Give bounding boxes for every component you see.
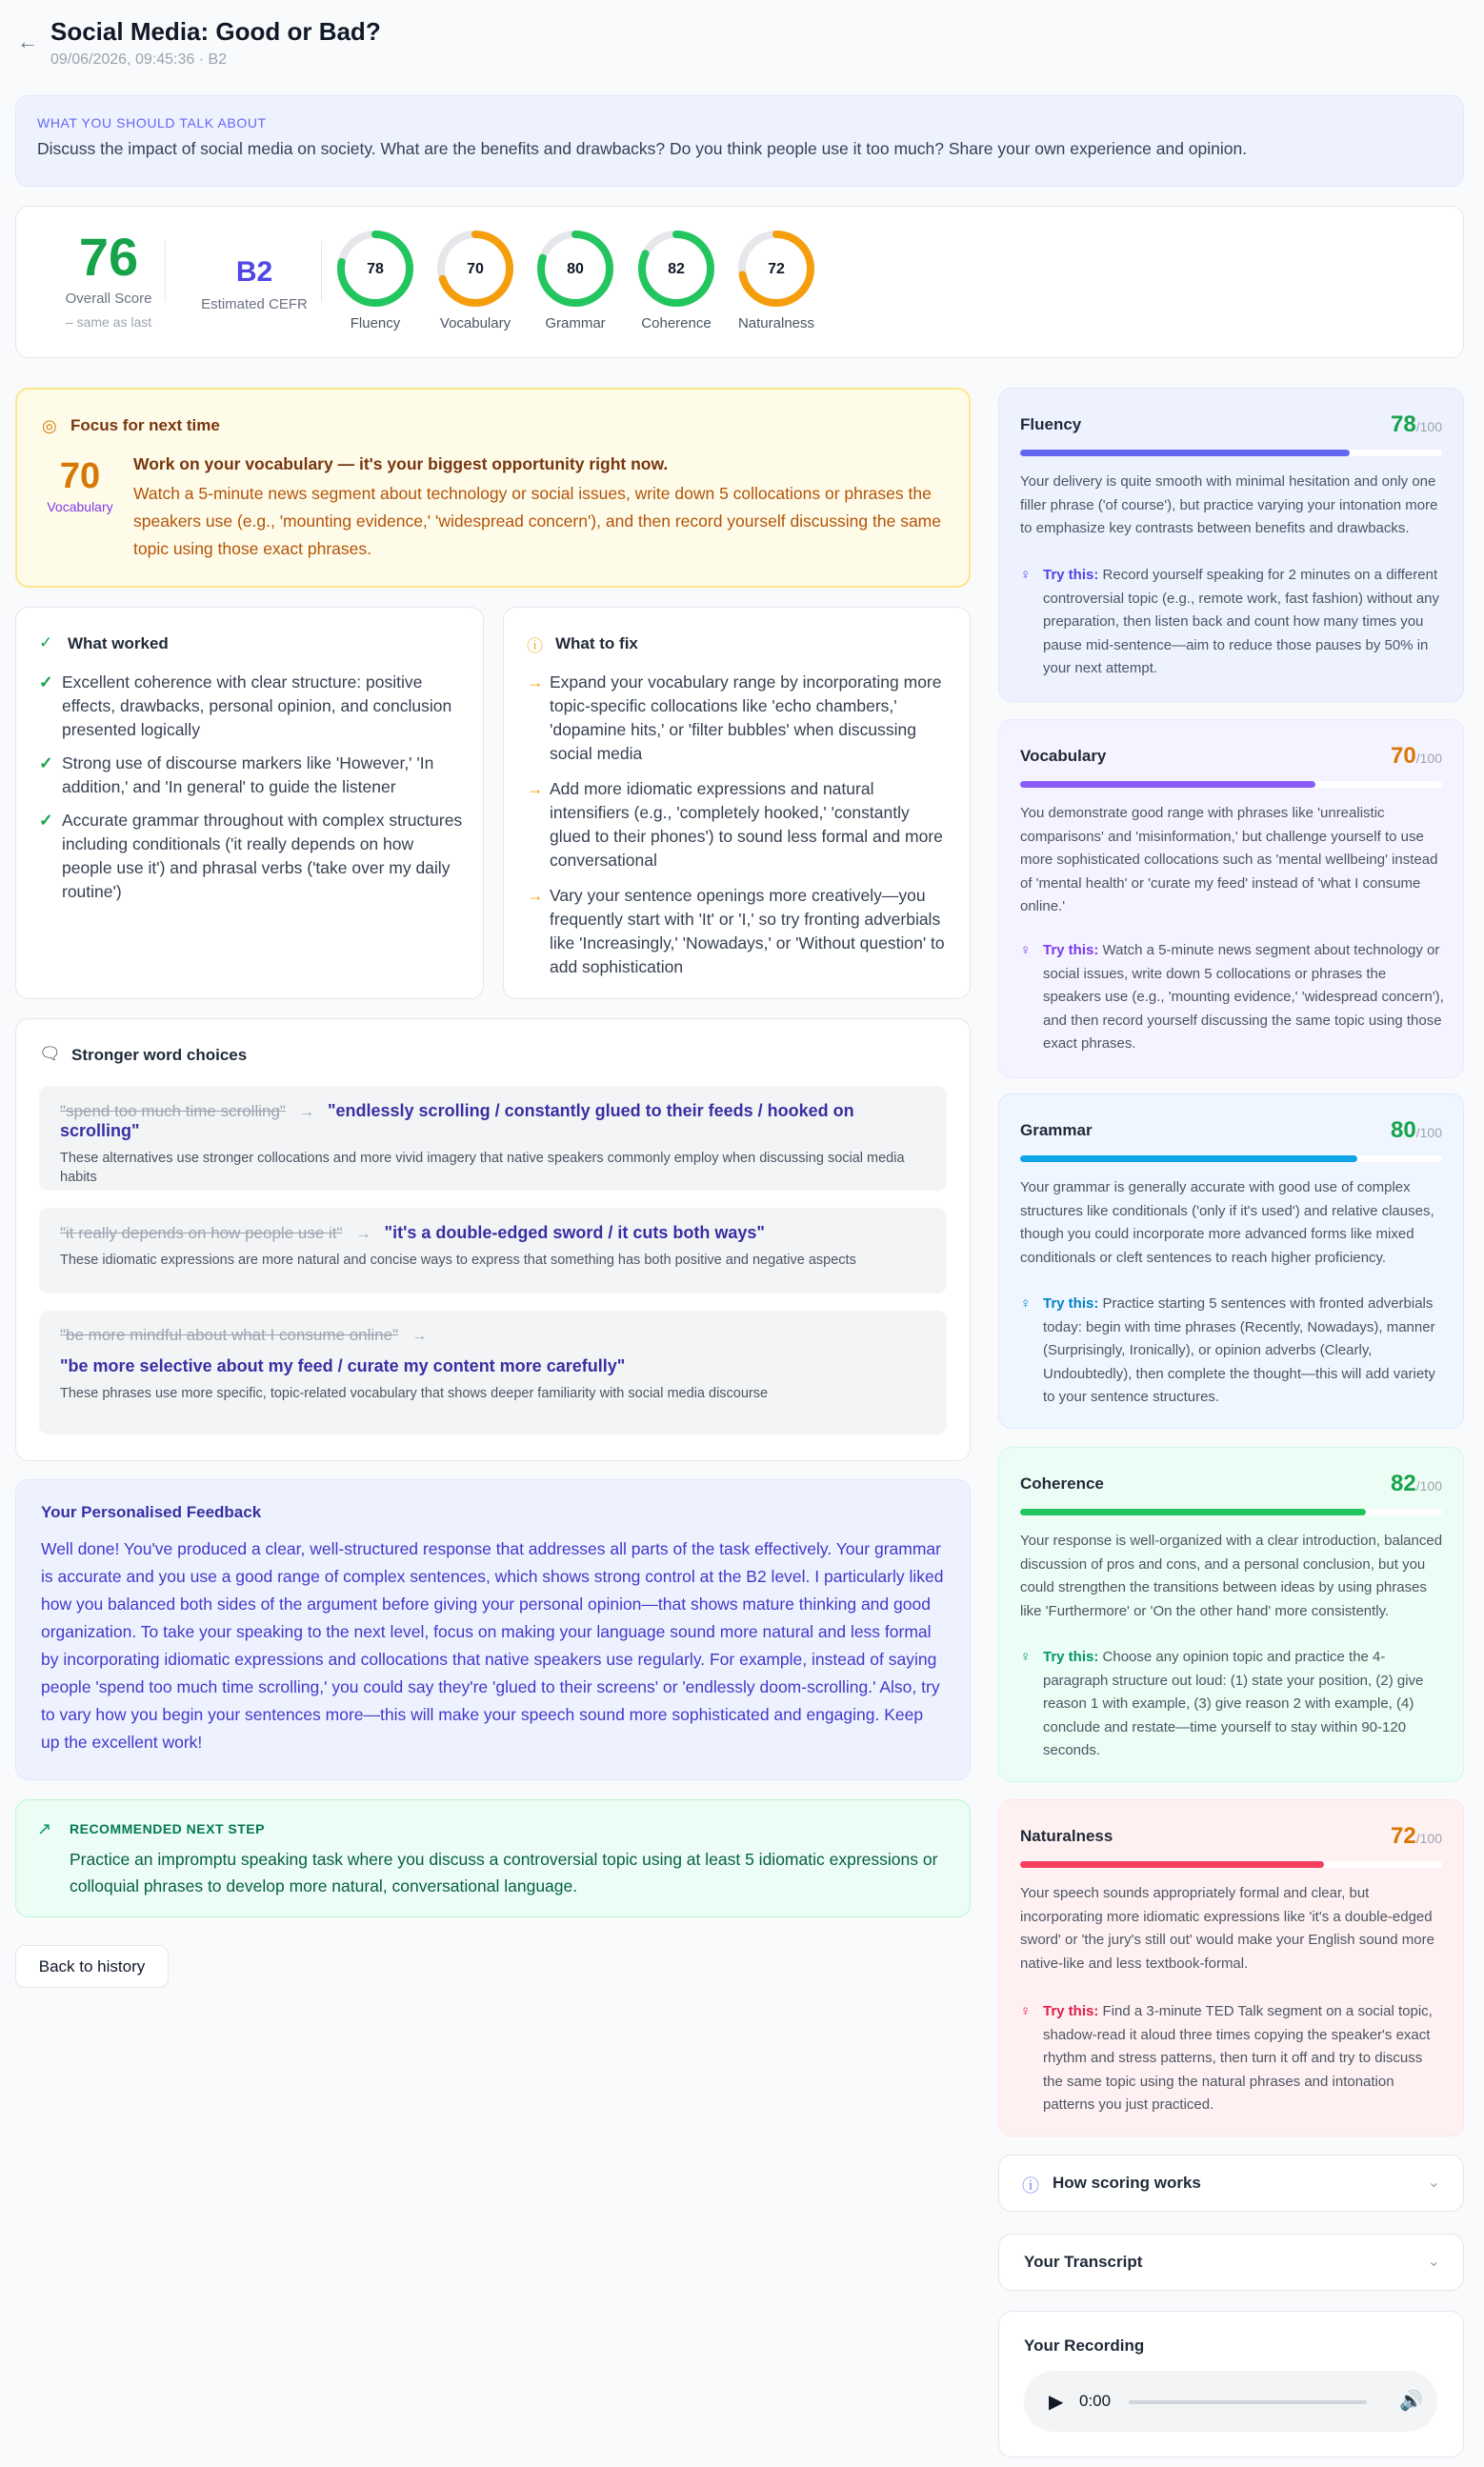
skill-name: Coherence (1020, 1474, 1104, 1493)
tip-text: Record yourself speaking for 2 minutes on a different controversial topic (e.g., remote work, fast fashion) without any preparation, then listen back and count how many times you pause mid-sentence—aim to reduce those pauses by 50% in your next attempt. (1043, 567, 1440, 676)
skill-card-coherence (998, 1447, 1464, 1782)
tip-label: Try this: (1043, 1295, 1099, 1312)
cefr-value: B2 (235, 256, 273, 288)
gauge-label: Grammar (545, 315, 606, 331)
gauge-label: Coherence (641, 315, 712, 331)
tip-text: Watch a 5-minute news segment about technology or social issues, write down 5 collocations or phrases the speakers use (e.g., 'mounting evidence,' 'widespread concern'), and then record yourself discussing the same topic using those exact phrases. (1043, 942, 1444, 1052)
divider (165, 241, 166, 302)
focus-body: Watch a 5-minute news segment about technology or social issues, write down 5 collocations or phrases the speakers use (e.g., 'mounting evidence,' 'widespread concern'), and then record yourself discussing the same topic using those exact phrases. (133, 484, 941, 558)
list-item: ✓ Excellent coherence with clear structure: positive effects, drawbacks, personal opinion, and conclusion presented logically (39, 671, 468, 742)
skill-score: 70/100 (1391, 743, 1442, 769)
skill-progress-fill (1020, 1509, 1366, 1515)
list-item: → Vary your sentence openings more creatively—you frequently start with 'It' or 'I,' so try fronting adverbials like 'Increasingly,' 'Nowadays,' or 'Without question' to add sophistication (527, 884, 952, 979)
skill-card-fluency (998, 388, 1464, 702)
focus-score (42, 456, 118, 514)
play-icon[interactable]: ▶ (1049, 2392, 1064, 2413)
skill-tip (1020, 2000, 1446, 2117)
suggested-phrase: "endlessly scrolling / constantly glued to their feeds / hooked on scrolling" (60, 1101, 854, 1140)
phrase-explanation: These alternatives use stronger collocations and more vivid imagery that native speakers commonly employ when discussing social media habits (60, 1151, 905, 1185)
what-to-fix-list (527, 671, 952, 989)
skill-progress-bar (1020, 1509, 1442, 1515)
lightbulb-icon: ♀ (1020, 2003, 1032, 2019)
progress-track[interactable] (1129, 2400, 1367, 2404)
tip-label: Try this: (1043, 2003, 1099, 2019)
what-to-fix-card (503, 607, 971, 999)
check-icon: ✓ (39, 672, 53, 692)
skill-card-vocabulary (998, 719, 1464, 1078)
arrow-right-icon: → (527, 672, 544, 692)
gauge-value: 72 (768, 261, 785, 277)
skill-description: Your delivery is quite smooth with minimal hesitation and only one filler phrase ('of course'), but practice varying your intonation more to emphasize key contrasts between benefits and drawbacks. (1020, 473, 1438, 536)
skill-score-max: /100 (1415, 751, 1442, 766)
chat-icon: 🗨 (39, 1044, 61, 1063)
overall-score-label: Overall Score (65, 291, 152, 307)
skill-name: Vocabulary (1020, 747, 1107, 765)
skill-description: You demonstrate good range with phrases like 'unrealistic comparisons' and 'misinformation,' but challenge yourself to use more sophisticated collocations such as 'mental wellbeing' instead of 'mental health' or 'curate my feed' instead of 'what I consume online.' (1020, 805, 1438, 914)
tip-label: Try this: (1043, 1649, 1099, 1665)
tip-text: Choose any opinion topic and practice the 4-paragraph structure out loud: (1) state your position, (2) give reason 1 with example, (3) give reason 2 with example, (4) conclude and restate—time yourself to stay within 90-120 seconds. (1043, 1649, 1424, 1758)
gauge-label: Fluency (350, 315, 401, 331)
what-worked-heading: What worked (68, 634, 169, 652)
tip-text: Practice starting 5 sentences with fronted adverbials today: begin with time phrases (Recently, Nowadays), manner (Surprisingly, Ironically), or opinion adverbs (Clearly, Undoubtedly), then complete the thought—this will add variety to your sentence structures. (1043, 1295, 1435, 1405)
chevron-down-icon: ⌄ (1427, 2254, 1440, 2270)
lightbulb-icon: ♀ (1020, 567, 1032, 583)
skill-tip (1020, 939, 1446, 1056)
skill-tip (1020, 1293, 1446, 1410)
stronger-heading: Stronger word choices (71, 1046, 248, 1064)
accordion-title: How scoring works (1053, 2174, 1201, 2192)
list-item: → Expand your vocabulary range by incorporating more topic-specific collocations like 'echo chambers,' 'dopamine hits,' or 'filter bubbles' when discussing social media (527, 671, 952, 766)
list-item: ✓ Accurate grammar throughout with complex structures including conditionals ('it really depends on how people use it') and phrasal verbs ('take over my daily routine') (39, 809, 468, 904)
skill-progress-fill (1020, 1155, 1357, 1162)
original-phrase: "be more mindful about what I consume online" (60, 1326, 399, 1344)
skill-score-max: /100 (1415, 1125, 1442, 1140)
phrase-explanation: These phrases use more specific, topic-related vocabulary that shows deeper familiarity with social media discourse (60, 1386, 769, 1401)
recommended-text: Practice an impromptu speaking task where you discuss a controversial topic using at least 5 idiomatic expressions or colloquial phrases to develop more natural, conversational language. (70, 1850, 938, 1895)
check-icon: ✓ (39, 753, 53, 772)
focus-title: Work on your vocabulary — it's your biggest opportunity right now. (133, 454, 669, 473)
lightbulb-icon: ♀ (1020, 1295, 1032, 1312)
what-worked-card (15, 607, 484, 999)
score-summary (15, 206, 1464, 358)
overall-score (47, 227, 170, 330)
audio-player (1024, 2371, 1437, 2432)
word-choice-item (39, 1311, 947, 1434)
skill-description: Your response is well-organized with a clear introduction, balanced discussion of pros and cons, and a personal conclusion, but you could strengthen the transitions between ideas by using phrases like 'Furthermore' or 'On the other hand' more consistently. (1020, 1533, 1443, 1619)
word-choice-item (39, 1086, 947, 1191)
word-choice-item (39, 1208, 947, 1294)
score-comparison: – same as last (65, 314, 152, 330)
skill-progress-bar (1020, 1155, 1442, 1162)
prompt-text: Discuss the impact of social media on society. What are the benefits and drawbacks? Do you think people use it too much? Share your own experience and opinion. (37, 139, 1248, 158)
skill-progress-bar (1020, 781, 1442, 788)
list-item: ✓ Strong use of discourse markers like 'However,' 'In addition,' and 'In general' to guide the listener (39, 752, 468, 799)
back-to-history-button[interactable]: Back to history (15, 1945, 169, 1988)
skill-progress-bar (1020, 450, 1442, 456)
arrow-right-icon: → (411, 1328, 428, 1344)
skill-tip (1020, 564, 1446, 681)
info-icon: ⓘ (1022, 2176, 1039, 2196)
gauge-naturalness (733, 228, 819, 331)
skill-score-max: /100 (1415, 1831, 1442, 1846)
recommended-next-step (15, 1799, 971, 1917)
recording-heading: Your Recording (1024, 2337, 1145, 2355)
skill-progress-fill (1020, 450, 1350, 456)
suggested-phrase: "it's a double-edged sword / it cuts both ways" (384, 1223, 765, 1242)
lightbulb-icon: ♀ (1020, 942, 1032, 958)
skill-progress-fill (1020, 781, 1315, 788)
gauge-ring (534, 228, 616, 310)
focus-message (133, 454, 953, 563)
gauge-ring (334, 228, 416, 310)
check-circle-icon: ✓ (39, 633, 53, 652)
focus-score-value: 70 (59, 456, 101, 496)
gauge-ring (635, 228, 717, 310)
transcript-accordion[interactable] (998, 2234, 1464, 2291)
focus-heading: Focus for next time (70, 416, 220, 434)
lightbulb-icon: ♀ (1020, 1649, 1032, 1665)
personalised-feedback (15, 1479, 971, 1780)
skill-name: Fluency (1020, 415, 1082, 433)
check-icon: ✓ (39, 811, 53, 830)
gauge-vocabulary (432, 228, 518, 331)
skill-score: 78/100 (1391, 411, 1442, 437)
how-scoring-works-accordion[interactable] (998, 2155, 1464, 2212)
chevron-down-icon: ⌄ (1427, 2175, 1440, 2191)
gauge-value: 80 (567, 261, 584, 277)
tip-label: Try this: (1043, 942, 1099, 958)
focus-skill: Vocabulary (47, 499, 113, 514)
gauge-label: Naturalness (737, 315, 815, 331)
skill-name: Naturalness (1020, 1827, 1113, 1845)
tip-label: Try this: (1043, 567, 1099, 583)
focus-next-time (15, 388, 971, 588)
recording-card (998, 2311, 1464, 2457)
original-phrase: "spend too much time scrolling" (60, 1102, 286, 1120)
cefr-estimate (188, 256, 321, 312)
trending-up-icon: ↗ (37, 1819, 52, 1838)
skill-progress-fill (1020, 1861, 1324, 1868)
suggested-phrase: "be more selective about my feed / curate my content more carefully" (60, 1356, 626, 1375)
playback-time: 0:00 (1079, 2392, 1112, 2410)
gauge-fluency (332, 228, 418, 331)
tip-text: Find a 3-minute TED Talk segment on a social topic, shadow-read it aloud three times copying the speaker's exact rhythm and stress patterns, then turn it off and try to discuss the same topic using the natural phrases and intonation patterns you just practiced. (1043, 2003, 1433, 2113)
gauge-ring (735, 228, 817, 310)
gauge-value: 70 (467, 261, 484, 277)
stronger-word-choices (15, 1018, 971, 1461)
back-arrow-icon[interactable]: ← (17, 30, 38, 53)
gauge-value: 78 (367, 261, 384, 277)
gauge-grammar (532, 228, 618, 331)
page-title: Social Media: Good or Bad? (50, 17, 381, 46)
skill-score: 80/100 (1391, 1117, 1442, 1143)
accordion-title: Your Transcript (1024, 2253, 1143, 2271)
what-worked-list (39, 671, 468, 913)
skill-description: Your grammar is generally accurate with good use of complex structures like conditionals ('only if it's used') and relative clauses, though you could incorporate more advanced forms like mixed conditionals or cleft sentences to reach higher proficiency. (1020, 1179, 1434, 1266)
skill-score: 82/100 (1391, 1471, 1442, 1496)
skill-name: Grammar (1020, 1121, 1093, 1139)
phrase-explanation: These idiomatic expressions are more natural and concise ways to express that something has both positive and negative aspects (60, 1253, 856, 1268)
alert-circle-icon: ⓘ (527, 637, 543, 655)
overall-score-value: 76 (78, 227, 139, 287)
original-phrase: "it really depends on how people use it" (60, 1224, 343, 1242)
skill-tip (1020, 1646, 1446, 1763)
arrow-right-icon: → (298, 1104, 314, 1120)
skill-description: Your speech sounds appropriately formal and clear, but incorporating more idiomatic expressions like 'it's a double-edged sword' or 'the jury's still out' would make your English sound more native-like and less textbook-formal. (1020, 1885, 1434, 1972)
arrow-right-icon: → (527, 886, 544, 905)
what-to-fix-heading: What to fix (555, 634, 638, 652)
session-timestamp: 09/06/2026, 09:45:36 · B2 (50, 51, 228, 68)
skill-card-naturalness (998, 1799, 1464, 2136)
divider (321, 241, 322, 302)
task-prompt (15, 95, 1464, 187)
arrow-right-icon: → (355, 1226, 371, 1242)
prompt-label: WHAT YOU SHOULD TALK ABOUT (37, 115, 267, 130)
skill-progress-bar (1020, 1861, 1442, 1868)
list-item: → Add more idiomatic expressions and natural intensifiers (e.g., 'completely hooked,' 'constantly glued to their phones') to sound less formal and more conversational (527, 777, 952, 872)
cefr-label: Estimated CEFR (201, 296, 308, 312)
volume-icon[interactable]: 🔊 (1399, 2391, 1423, 2412)
target-icon: ◎ (42, 416, 57, 435)
skill-card-grammar (998, 1093, 1464, 1429)
gauge-coherence (633, 228, 719, 331)
gauge-value: 82 (668, 261, 685, 277)
gauge-ring (434, 228, 516, 310)
skill-score-max: /100 (1415, 1478, 1442, 1494)
skill-score: 72/100 (1391, 1823, 1442, 1849)
gauge-label: Vocabulary (439, 315, 511, 331)
skill-score-max: /100 (1415, 419, 1442, 434)
personalised-text: Well done! You've produced a clear, well-structured response that addresses all parts of the task effectively. Your grammar is accurate and you use a good range of complex sentences, which shows strong control at the B2 level. I particularly liked how you balanced both sides of the argument before giving your personal opinion—that shows mature thinking and good organization. To take your speaking to the next level, focus on making your language sound more natural and less formal by incorporating idiomatic expressions and collocations that native speakers use regularly. For example, instead of saying people 'spend too much time scrolling,' you could say they're 'glued to their screens' or 'endlessly doom-scrolling.' Also, try to vary how you begin your sentences more—this will make your speech sound more sophisticated and engaging. Keep up the excellent work! (41, 1539, 944, 1752)
recommended-heading: RECOMMENDED NEXT STEP (70, 1821, 265, 1836)
personalised-heading: Your Personalised Feedback (41, 1503, 262, 1521)
arrow-right-icon: → (527, 779, 544, 798)
